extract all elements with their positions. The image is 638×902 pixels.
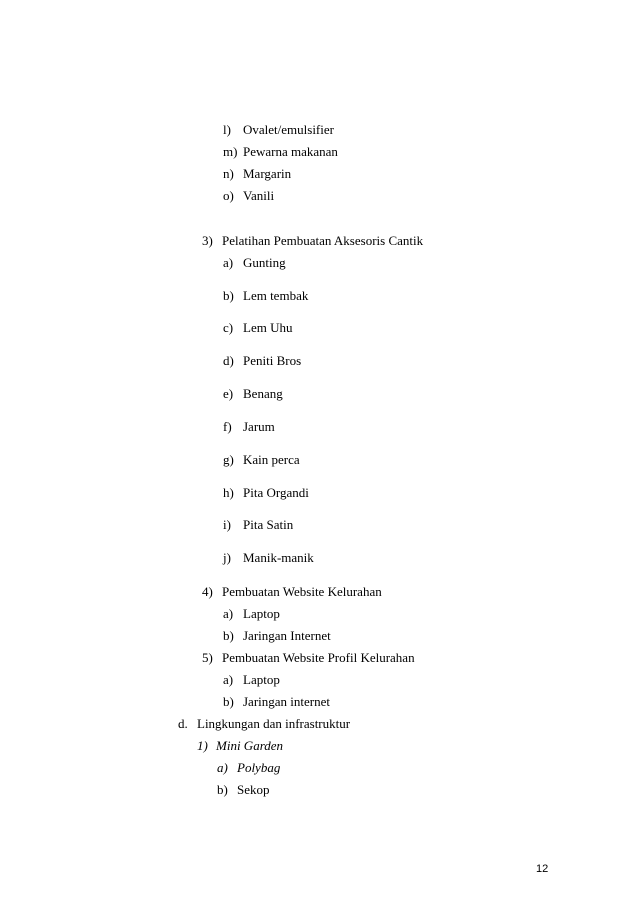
list-text: Lem tembak bbox=[243, 288, 309, 303]
list-text: Ovalet/emulsifier bbox=[243, 122, 334, 137]
list-marker: n) bbox=[223, 166, 234, 181]
list-marker: a) bbox=[223, 672, 234, 687]
list-text: Mini Garden bbox=[216, 738, 284, 753]
list-text: Pelatihan Pembuatan Aksesoris Cantik bbox=[222, 233, 424, 248]
list-text: Kain perca bbox=[243, 452, 300, 467]
list-text: Jaringan Internet bbox=[243, 628, 331, 643]
list-text: Laptop bbox=[243, 672, 280, 687]
section-marker: d. bbox=[178, 716, 188, 731]
list-text: Lem Uhu bbox=[243, 320, 293, 335]
list-text: Laptop bbox=[243, 606, 280, 621]
list-marker: f) bbox=[223, 419, 232, 434]
list-marker: i) bbox=[223, 517, 231, 532]
list-text: Benang bbox=[243, 386, 283, 401]
list-text: Pembuatan Website Kelurahan bbox=[222, 584, 382, 599]
list-text: Margarin bbox=[243, 166, 292, 181]
list-marker: b) bbox=[217, 782, 228, 797]
list-text: Polybag bbox=[237, 760, 281, 775]
section-text: Lingkungan dan infrastruktur bbox=[197, 716, 351, 731]
list-marker: 5) bbox=[202, 650, 213, 665]
list-marker: j) bbox=[223, 550, 231, 565]
page-number: 12 bbox=[536, 863, 549, 875]
list-text: Pewarna makanan bbox=[243, 144, 338, 159]
list-text: Jarum bbox=[243, 419, 275, 434]
list-text: Gunting bbox=[243, 255, 286, 270]
list-marker: 3) bbox=[202, 233, 213, 248]
list-marker: b) bbox=[223, 288, 234, 303]
list-marker: h) bbox=[223, 485, 234, 500]
list-text: Pita Satin bbox=[243, 517, 294, 532]
list-marker: b) bbox=[223, 628, 234, 643]
list-marker: m) bbox=[223, 144, 238, 159]
list-marker: e) bbox=[223, 386, 234, 401]
list-text: Sekop bbox=[237, 782, 270, 797]
list-marker: o) bbox=[223, 188, 234, 203]
list-marker: c) bbox=[223, 320, 234, 335]
list-marker: d) bbox=[223, 353, 234, 368]
list-marker: a) bbox=[217, 760, 228, 775]
list-text: Jaringan internet bbox=[243, 694, 330, 709]
list-text: Pita Organdi bbox=[243, 485, 309, 500]
list-marker: b) bbox=[223, 694, 234, 709]
list-marker: a) bbox=[223, 606, 234, 621]
list-text: Pembuatan Website Profil Kelurahan bbox=[222, 650, 415, 665]
list-text: Vanili bbox=[243, 188, 275, 203]
list-marker: l) bbox=[223, 122, 231, 137]
list-text: Manik-manik bbox=[243, 550, 314, 565]
list-marker: a) bbox=[223, 255, 234, 270]
list-marker: 4) bbox=[202, 584, 213, 599]
list-marker: 1) bbox=[197, 738, 208, 753]
list-marker: g) bbox=[223, 452, 234, 467]
list-text: Peniti Bros bbox=[243, 353, 302, 368]
